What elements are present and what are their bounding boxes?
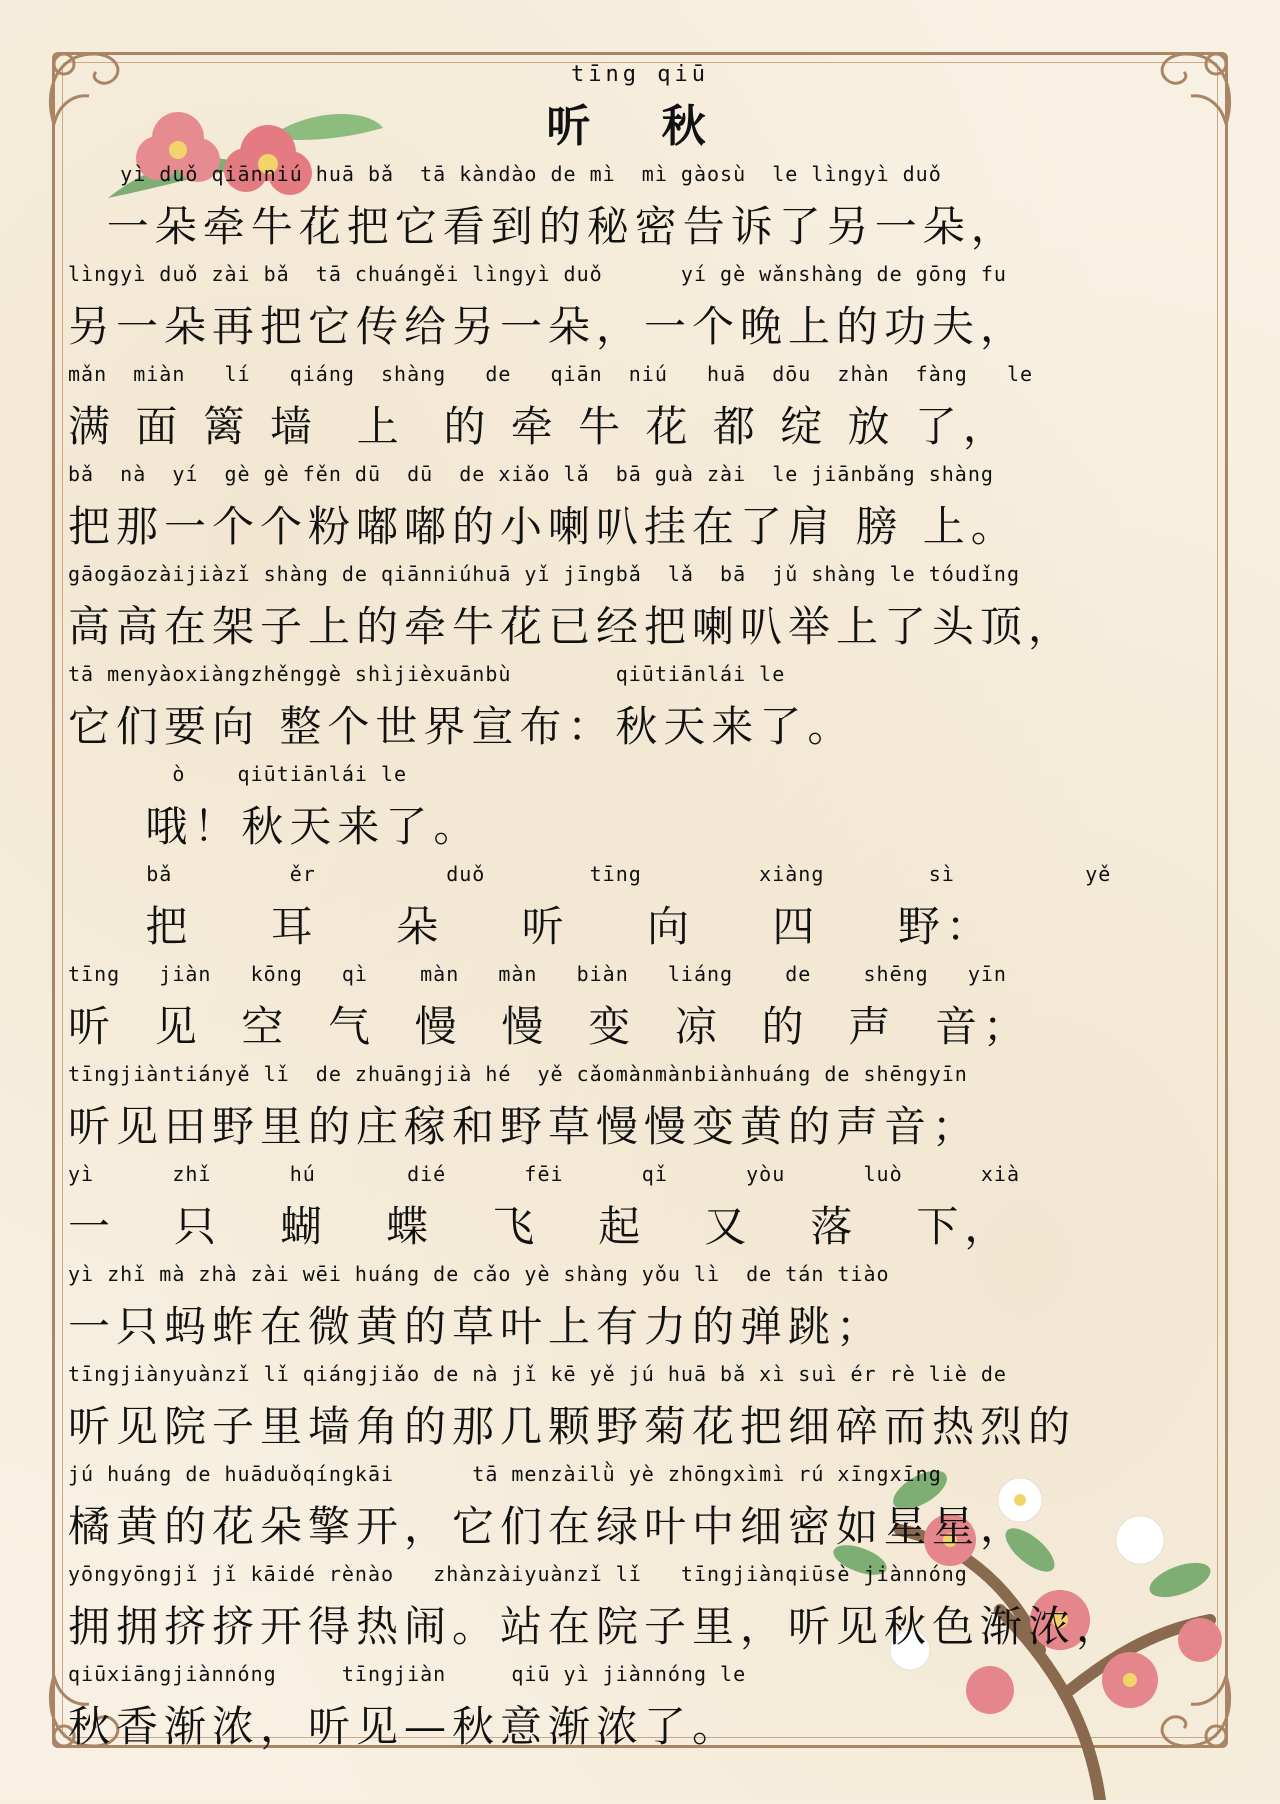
- line-pinyin: tīngjiàntiányě lǐ de zhuāngjià hé yě cǎomànmànbiànhuáng de shēngyīn: [68, 1062, 968, 1086]
- poem-line: [68, 1058, 1218, 1158]
- line-pinyin: bǎ ěr duǒ tīng xiàng sì yě: [68, 862, 1112, 886]
- line-pinyin: gāogāozàijiàzǐ shàng de qiānniúhuā yǐ jīngbǎ lǎ bā jǔ shàng le tóudǐng: [68, 562, 1020, 586]
- title-pinyin: tīng qiū: [571, 62, 709, 87]
- line-text: 哦！秋天来了。: [68, 802, 482, 851]
- line-pinyin: bǎ nà yí gè gè fěn dū dū de xiǎo lǎ bā guà zài le jiānbǎng shàng: [68, 462, 994, 486]
- line-pinyin: yōngyōngjǐ jǐ kāidé rènào zhànzàiyuànzǐ lǐ tīngjiànqiūsè jiànnóng: [68, 1562, 968, 1586]
- poem-line: [68, 358, 1218, 458]
- line-text: 拥拥挤挤开得热闹。站在院子里，听见秋色渐浓，: [68, 1602, 1125, 1651]
- line-pinyin: yì duǒ qiānniú huā bǎ tā kàndào de mì mì gàosù le lìngyì duǒ: [68, 162, 942, 186]
- line-text: 橘黄的花朵擎开，它们在绿叶中细密如星星，: [68, 1502, 1029, 1551]
- line-pinyin: qiūxiāngjiànnóng tīngjiàn qiū yì jiànnóng le: [68, 1662, 747, 1686]
- line-text: 满 面 篱 墙 上 的 牵 牛 花 都 绽 放 了，: [68, 402, 1011, 451]
- line-text: 一只蚂蚱在微黄的草叶上有力的弹跳；: [68, 1302, 885, 1351]
- poem-line: [68, 258, 1218, 358]
- line-text: 把那一个个粉嘟嘟的小喇叭挂在了肩 膀 上。: [68, 502, 1019, 551]
- line-pinyin: tīngjiànyuànzǐ lǐ qiángjiǎo de nà jǐ kē yě jú huā bǎ xì suì ér rè liè de: [68, 1362, 1007, 1386]
- poem-line: [68, 1558, 1218, 1658]
- poem-line: [68, 1458, 1218, 1558]
- line-pinyin: tīng jiàn kōng qì màn màn biàn liáng de shēng yīn: [68, 962, 1007, 986]
- poem-body: [68, 158, 1218, 1758]
- poem-line: [68, 558, 1218, 658]
- line-text: 另一朵再把它传给另一朵，一个晚上的功夫，: [68, 302, 1029, 351]
- poem-line: [68, 1258, 1218, 1358]
- line-text: 高高在架子上的牵牛花已经把喇叭举上了头顶，: [68, 602, 1077, 651]
- line-pinyin: lìngyì duǒ zài bǎ tā chuángěi lìngyì duǒ yí gè wǎnshàng de gōng fu: [68, 262, 1007, 286]
- poem-line: [68, 458, 1218, 558]
- line-pinyin: ò qiūtiānlái le: [68, 762, 408, 786]
- line-text: 听 见 空 气 慢 慢 变 凉 的 声 音；: [68, 1002, 1032, 1051]
- poem-title: [0, 62, 1280, 152]
- line-pinyin: yì zhǐ mà zhà zài wēi huáng de cǎo yè shàng yǒu lì de tán tiào: [68, 1262, 890, 1286]
- poem-line: [68, 1358, 1218, 1458]
- line-text: 把 耳 朵 听 向 四 野：: [68, 902, 994, 951]
- poem-line: [68, 1658, 1218, 1758]
- poem-line: [68, 958, 1218, 1058]
- poem-line: [68, 158, 1218, 258]
- line-text: 它们要向 整个世界宣布：秋天来了。: [68, 702, 856, 751]
- line-pinyin: yì zhǐ hú dié fēi qǐ yòu luò xià: [68, 1162, 1020, 1186]
- poem-line: [68, 758, 1218, 858]
- poem-line: [68, 858, 1218, 958]
- line-pinyin: tā menyàoxiàngzhěnggè shìjièxuānbù qiūtiānlái le: [68, 662, 786, 686]
- line-text: 听见院子里墙角的那几颗野菊花把细碎而热烈的: [68, 1402, 1077, 1451]
- line-text: 一 只 蝴 蝶 飞 起 又 落 下，: [68, 1202, 1013, 1251]
- poem-line: [68, 658, 1218, 758]
- title-text: 听 秋: [546, 101, 734, 152]
- line-pinyin: mǎn miàn lí qiáng shàng de qiān niú huā dōu zhàn fàng le: [68, 362, 1034, 386]
- poem-line: [68, 1158, 1218, 1258]
- line-text: 一朵牵牛花把它看到的秘密告诉了另一朵，: [68, 202, 1019, 251]
- line-text: 秋香渐浓，听见—秋意渐浓了。: [68, 1702, 741, 1751]
- line-text: 听见田野里的庄稼和野草慢慢变黄的声音；: [68, 1102, 981, 1151]
- line-pinyin: jú huáng de huāduǒqíngkāi tā menzàilǜ yè zhōngxìmì rú xīngxīng: [68, 1462, 942, 1486]
